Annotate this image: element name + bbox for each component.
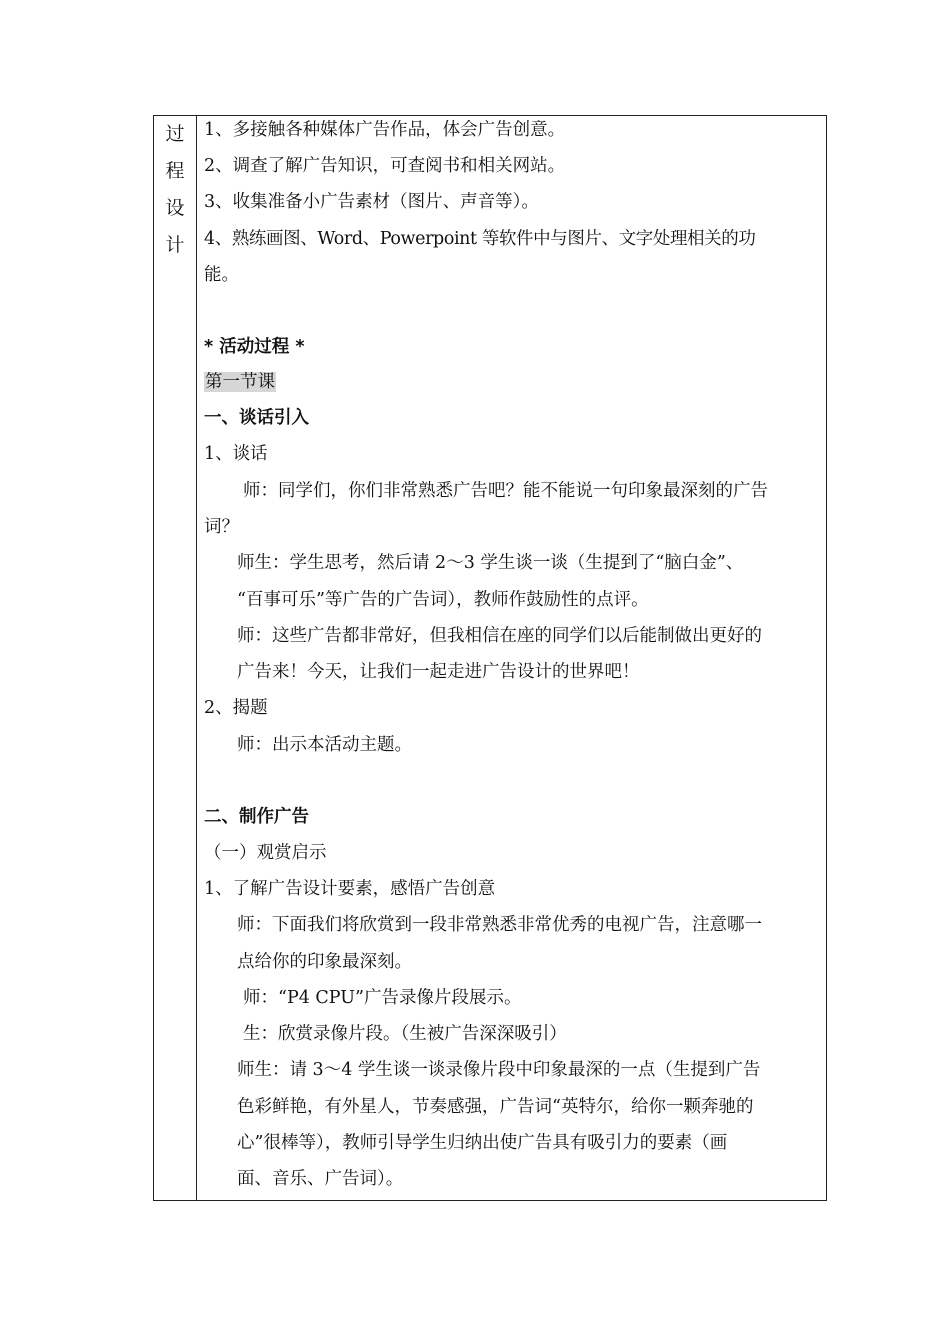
- subheading-elements: 1、了解广告设计要素，感悟广告创意: [204, 879, 496, 899]
- paragraph-line: 师生：学生思考，然后请 2～3 学生谈一谈（生提到了“脑白金”、: [237, 553, 744, 573]
- paragraph-line: 师：下面我们将欣赏到一段非常熟悉非常优秀的电视广告，注意哪一: [237, 915, 762, 935]
- subheading-talk: 1、谈话: [204, 444, 268, 464]
- paragraph-line: 心”很棒等），教师引导学生归纳出使广告具有吸引力的要素（画: [237, 1133, 728, 1153]
- side-label-char: 设: [165, 197, 185, 219]
- lesson-label: [204, 371, 276, 393]
- paragraph-line: 点给你的印象最深刻。: [237, 952, 412, 972]
- paragraph-line: 色彩鲜艳，有外星人，节奏感强，广告词“英特尔，给你一颗奔驰的: [237, 1097, 754, 1117]
- prep-item-4: 4、熟练画图、Word、Powerpoint 等软件中与图片、文字处理相关的功: [204, 229, 756, 249]
- prep-item-2: 2、调查了解广告知识，可查阅书和相关网站。: [204, 156, 566, 176]
- section-heading-intro: 一、谈话引入: [204, 408, 309, 428]
- paragraph-line: 师：同学们，你们非常熟悉广告吧？能不能说一句印象最深刻的广告: [243, 481, 768, 501]
- column-divider: [196, 115, 197, 1201]
- paragraph-line: 词？: [204, 517, 239, 537]
- side-label-char: 过: [165, 123, 185, 145]
- paragraph-line: 师生：请 3～4 学生谈一谈录像片段中印象最深的一点（生提到广告: [237, 1060, 761, 1080]
- side-label-char: 计: [165, 234, 185, 256]
- activity-title: * 活动过程 *: [204, 337, 305, 357]
- part-heading-viewing: （一）观赏启示: [204, 843, 327, 863]
- paragraph-line: 生：欣赏录像片段。（生被广告深深吸引）: [243, 1024, 567, 1044]
- lesson-label-text: 第一节课: [205, 372, 275, 392]
- paragraph-line: 面、音乐、广告词）。: [237, 1169, 404, 1189]
- side-label-process-design: [161, 116, 189, 264]
- paragraph-line: “百事可乐”等广告的广告词），教师作鼓励性的点评。: [237, 590, 649, 610]
- paragraph-line: 师：“P4 CPU”广告录像片段展示。: [243, 988, 522, 1008]
- paragraph-line: 师：这些广告都非常好，但我相信在座的同学们以后能制做出更好的: [237, 626, 762, 646]
- paragraph-line: 师：出示本活动主题。: [237, 735, 412, 755]
- prep-item-4-cont: 能。: [204, 265, 239, 285]
- side-label-char: 程: [165, 160, 185, 182]
- subheading-reveal: 2、揭题: [204, 698, 268, 718]
- section-heading-make-ad: 二、制作广告: [204, 807, 309, 827]
- paragraph-line: 广告来！今天，让我们一起走进广告设计的世界吧！: [237, 662, 640, 682]
- prep-item-1: 1、多接触各种媒体广告作品，体会广告创意。: [204, 120, 566, 140]
- prep-item-3: 3、收集准备小广告素材（图片、声音等）。: [204, 192, 539, 212]
